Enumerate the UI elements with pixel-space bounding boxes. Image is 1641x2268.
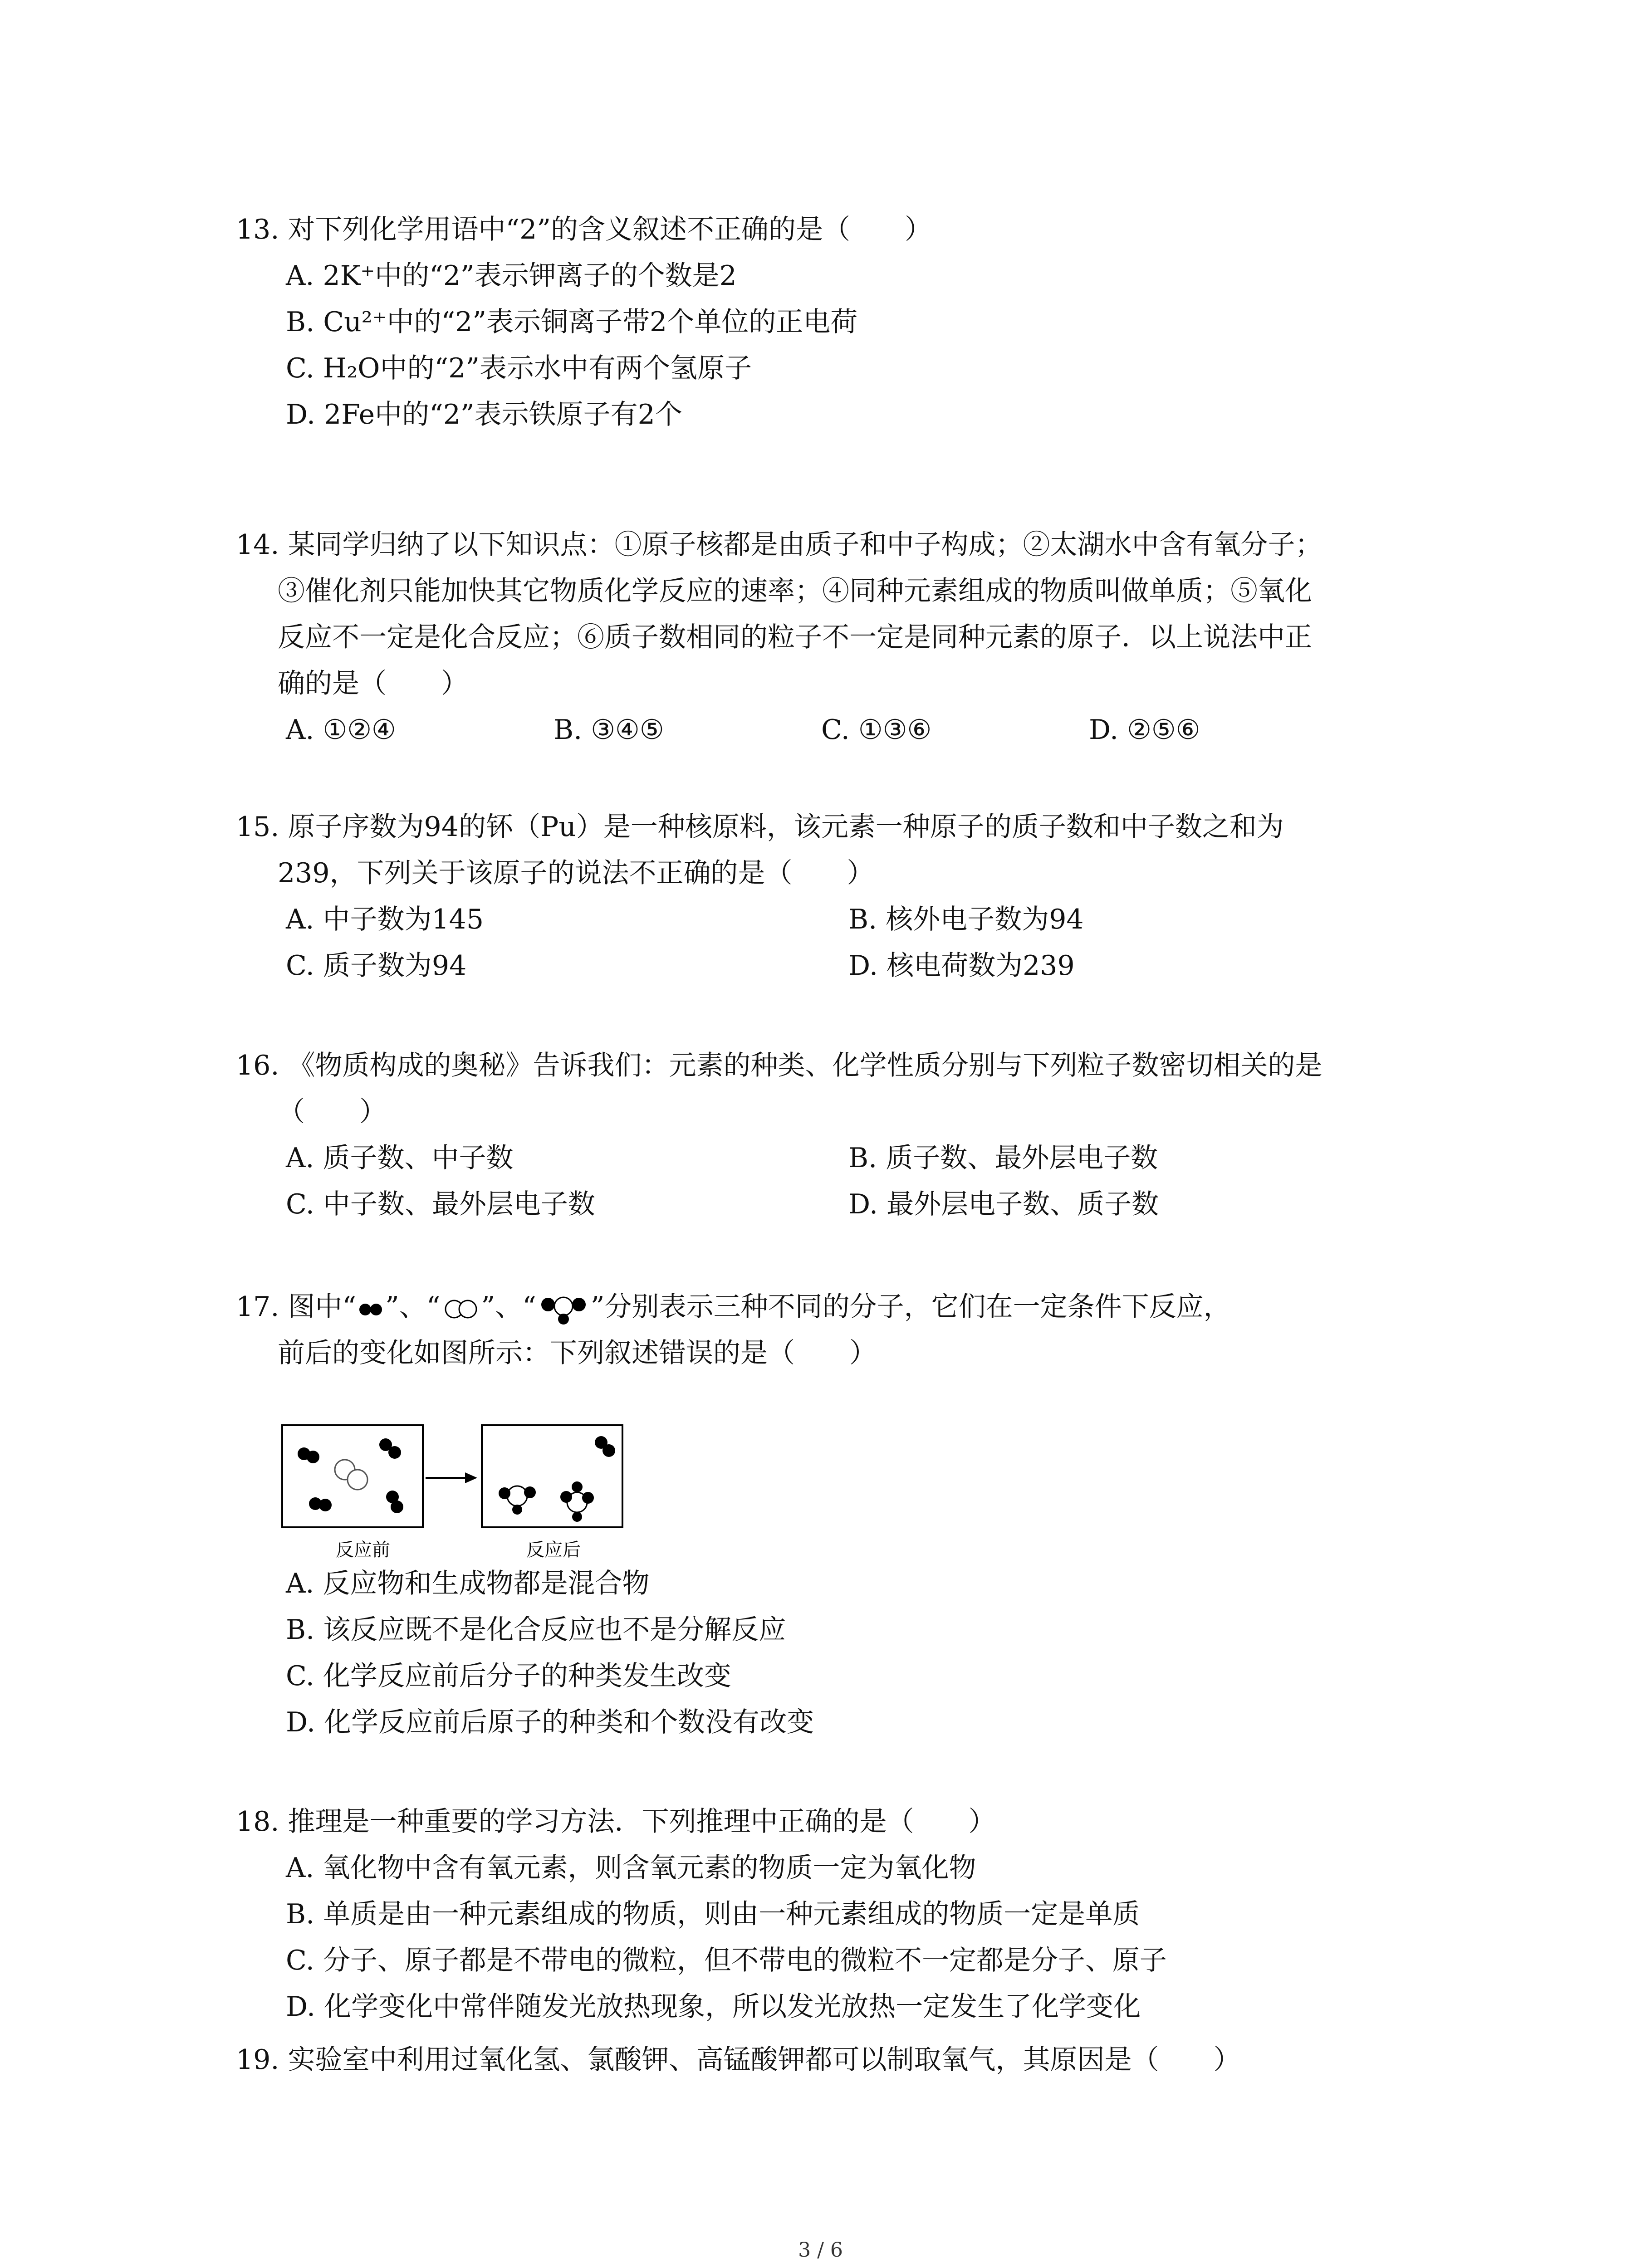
stem-part: ”分别表示三种不同的分子，它们在一定条件下反应， (590, 1291, 1231, 1323)
stem-part: 17. 图中“ (236, 1291, 357, 1323)
option-b: B. ③④⑤ (554, 714, 664, 746)
question-13 (236, 206, 1488, 438)
question-17 (236, 1284, 1488, 1376)
molecule-white-two-black-icon (536, 1293, 591, 1325)
options-row-1 (236, 1135, 1488, 1181)
question-stem-line-1: 15. 原子序数为94的钚（Pu）是一种核原料，该元素一种原子的质子数和中子数之和为 (236, 811, 1284, 843)
question-stem-line-2: （ ） (278, 1096, 387, 1128)
question-stem-line-2: 239，下列关于该原子的说法不正确的是（ ） (278, 857, 874, 889)
question-stem-line-1: 14. 某同学归纳了以下知识点：①原子核都是由质子和中子构成；②太湖水中含有氧分子； (236, 529, 1323, 561)
option-d: D. 化学变化中常伴随发光放热现象，所以发光放热一定发生了化学变化 (286, 1991, 1141, 2023)
option-d: D. 核电荷数为239 (848, 950, 1075, 982)
question-16 (236, 1042, 1488, 1227)
option-a: A. 反应物和生成物都是混合物 (286, 1568, 650, 1599)
question-stem: 13. 对下列化学用语中“2”的含义叙述不正确的是（ ） (236, 214, 932, 245)
question-stem-line-4: 确的是（ ） (278, 668, 468, 699)
stem-part: ”、“ (481, 1291, 536, 1323)
molecule-two-black-icon (356, 1300, 385, 1318)
reaction-diagram-svg (281, 1424, 635, 1569)
question-17-options (236, 1560, 1488, 1745)
options-row (236, 707, 1488, 753)
question-19 (236, 2037, 1488, 2083)
question-stem: 18. 推理是一种重要的学习方法．下列推理中正确的是（ ） (236, 1806, 996, 1838)
option-c: C. H₂O中的“2”表示水中有两个氢原子 (286, 352, 752, 384)
option-a: A. 氧化物中含有氧元素，则含氧元素的物质一定为氧化物 (286, 1852, 976, 1884)
option-b: B. 单质是由一种元素组成的物质，则由一种元素组成的物质一定是单质 (286, 1898, 1140, 1930)
question-stem-line-1: 16. 《物质构成的奥秘》告诉我们：元素的种类、化学性质分别与下列粒子数密切相关的是 (236, 1050, 1323, 1081)
option-a: A. 中子数为145 (286, 904, 484, 935)
options-row-2 (236, 1181, 1488, 1227)
question-stem-line-3: 反应不一定是化合反应；⑥质子数相同的粒子不一定是同种元素的原子．以上说法中正 (278, 621, 1312, 653)
label-before: 反应前 (336, 1540, 390, 1560)
question-stem-line-2: ③催化剂只能加快其它物质化学反应的速率；④同种元素组成的物质叫做单质；⑤氧化 (278, 575, 1312, 607)
option-a: A. 2K⁺中的“2”表示钾离子的个数是2 (286, 260, 737, 292)
question-stem-line-1 (236, 1284, 1488, 1330)
option-d: D. 2Fe中的“2”表示铁原子有2个 (286, 399, 682, 430)
question-stem: 19. 实验室中利用过氧化氢、氯酸钾、高锰酸钾都可以制取氧气，其原因是（ ） (236, 2044, 1241, 2076)
option-a: A. 质子数、中子数 (286, 1142, 514, 1174)
option-b: B. Cu²⁺中的“2”表示铜离子带2个单位的正电荷 (286, 306, 858, 338)
option-c: C. ①③⑥ (821, 714, 932, 746)
question-stem-line-2: 前后的变化如图所示：下列叙述错误的是（ ） (278, 1337, 877, 1369)
option-c: C. 中子数、最外层电子数 (286, 1188, 595, 1220)
option-d: D. 最外层电子数、质子数 (848, 1188, 1159, 1220)
molecule-two-white-icon (441, 1297, 481, 1320)
option-b: B. 核外电子数为94 (848, 904, 1084, 935)
question-15 (236, 804, 1488, 989)
options-row-1 (236, 896, 1488, 943)
option-d: D. ②⑤⑥ (1089, 714, 1200, 746)
label-after: 反应后 (526, 1540, 581, 1560)
option-d: D. 化学反应前后原子的种类和个数没有改变 (286, 1706, 814, 1738)
option-b: B. 质子数、最外层电子数 (848, 1142, 1158, 1174)
option-c: C. 化学反应前后分子的种类发生改变 (286, 1660, 731, 1692)
option-c: C. 质子数为94 (286, 950, 467, 982)
option-c: C. 分子、原子都是不带电的微粒，但不带电的微粒不一定都是分子、原子 (286, 1945, 1167, 1976)
question-14 (236, 522, 1488, 753)
option-b: B. 该反应既不是化合反应也不是分解反应 (286, 1614, 786, 1646)
option-a: A. ①②④ (286, 714, 396, 746)
page-number: 3 / 6 (798, 2239, 843, 2262)
reaction-diagram (281, 1424, 635, 1571)
question-18 (236, 1799, 1488, 2030)
stem-part: ”、“ (385, 1291, 441, 1323)
options-row-2 (236, 943, 1488, 989)
